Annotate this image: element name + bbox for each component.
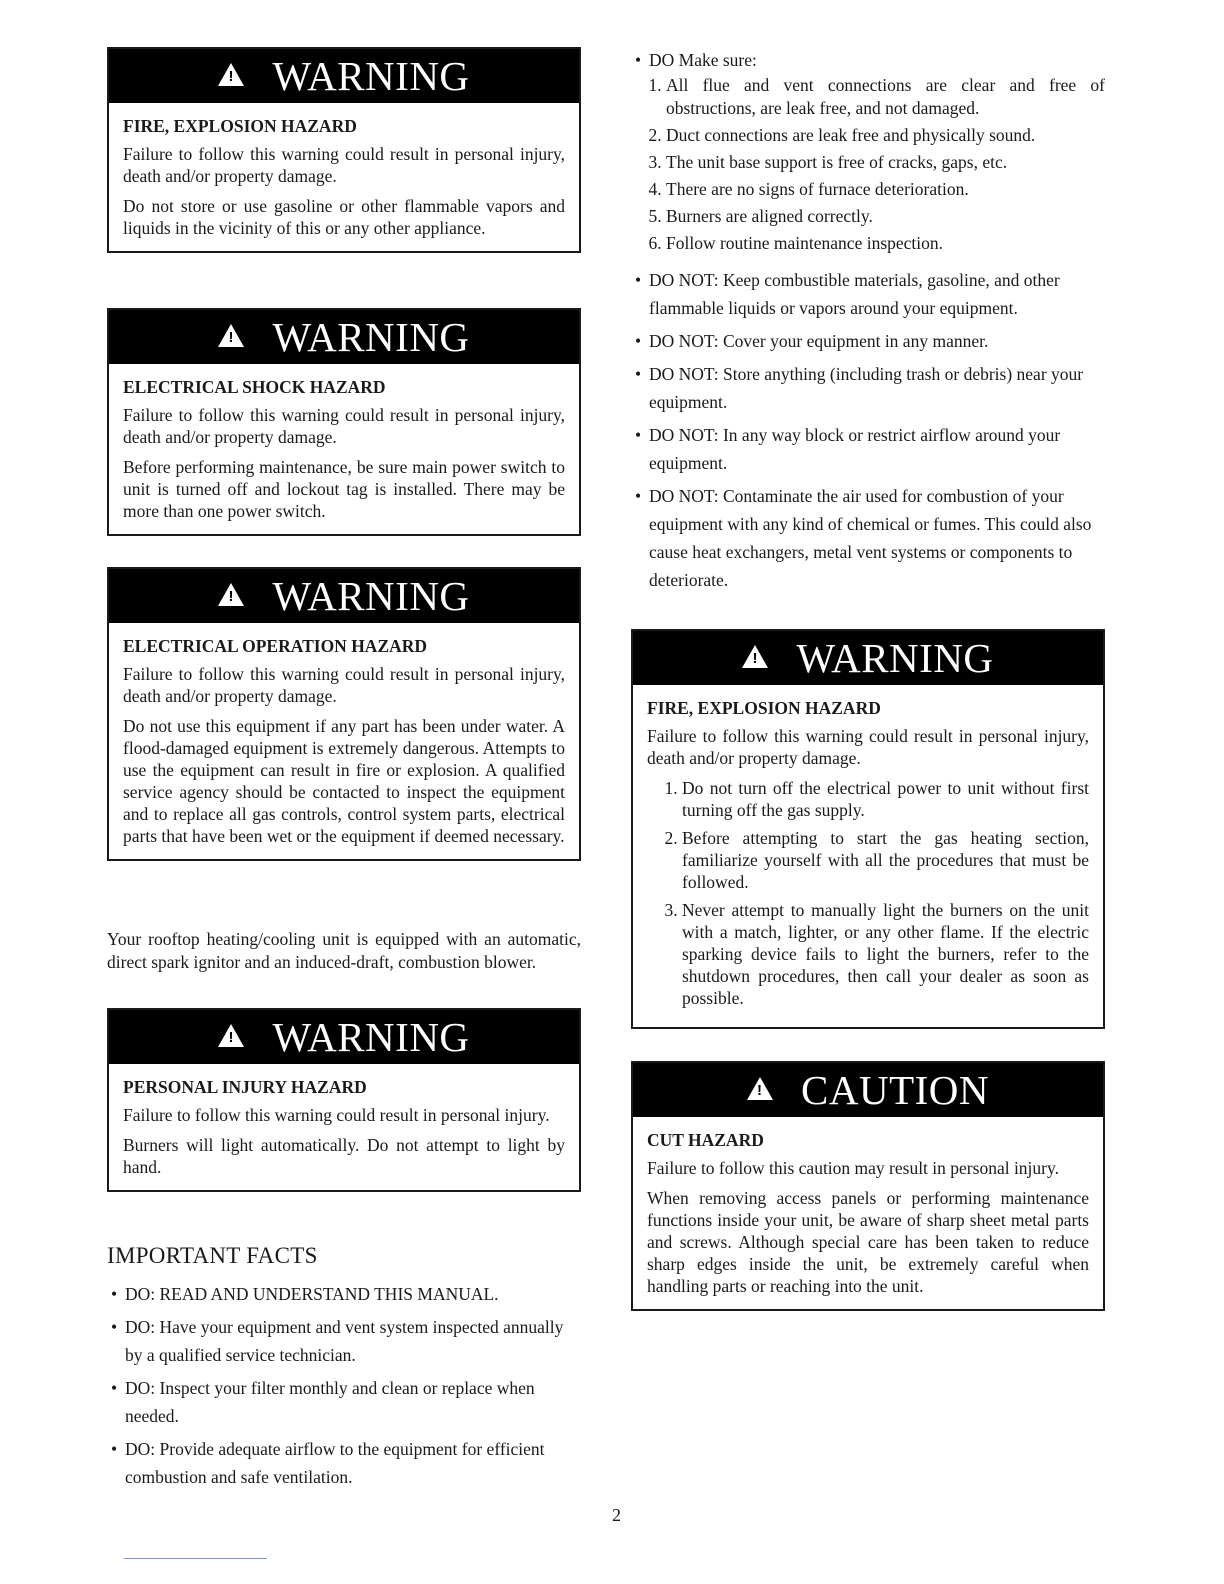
page-number: 2 bbox=[612, 1505, 621, 1525]
hazard-text: Failure to follow this warning could result in personal injury. bbox=[123, 1105, 550, 1125]
list-item: 1. Do not turn off the electrical power to unit without first turning off the gas supply. bbox=[682, 777, 1089, 821]
list-item: 2. Duct connections are leak free and physically sound. bbox=[666, 124, 1105, 147]
warning-box-gas-fire-explosion bbox=[631, 629, 1105, 1029]
warning-triangle-icon bbox=[218, 1024, 244, 1047]
warning-box-electrical-shock bbox=[107, 308, 581, 536]
make-sure-lead: DO Make sure: bbox=[649, 50, 757, 70]
list-item: • DO NOT: Keep combustible materials, gasoline, and other flammable liquids or vapors around your equipment. bbox=[631, 266, 1105, 322]
hazard-title: ELECTRICAL SHOCK HAZARD bbox=[123, 377, 386, 397]
list-item: • DO: Have your equipment and vent system inspected annually by a qualified service technician. bbox=[107, 1313, 581, 1369]
important-facts-heading: IMPORTANT FACTS bbox=[107, 1243, 318, 1268]
warning-triangle-icon bbox=[218, 63, 244, 86]
hazard-title: PERSONAL INJURY HAZARD bbox=[123, 1077, 367, 1097]
warning-header bbox=[109, 310, 579, 364]
list-item: • DO NOT: In any way block or restrict airflow around your equipment. bbox=[631, 421, 1105, 477]
footer-rule bbox=[124, 1558, 267, 1559]
hazard-text: Failure to follow this warning could result in personal injury, death and/or property damage. bbox=[123, 405, 565, 447]
list-item bbox=[631, 47, 1105, 74]
hazard-text: When removing access panels or performing maintenance functions inside your unit, be aware of sharp sheet metal parts and screws. Although special care has been taken to reduce sharp edges inside the unit, be extremely careful when handling parts or reaching into the unit. bbox=[647, 1188, 1089, 1296]
make-sure-steps-container bbox=[631, 74, 1105, 255]
warning-box-personal-injury bbox=[107, 1008, 581, 1192]
list-item: 3. Never attempt to manually light the burners on the unit with a match, lighter, or any other flame. If the electric sparking device fails to light the burners, refer to the shutdown procedures, then call your dealer as soon as possible. bbox=[682, 899, 1089, 1009]
list-item: 4. There are no signs of furnace deterioration. bbox=[666, 178, 1105, 201]
hazard-title: ELECTRICAL OPERATION HAZARD bbox=[123, 636, 428, 656]
hazard-title: FIRE, EXPLOSION HAZARD bbox=[123, 116, 357, 136]
warning-header-label: WARNING bbox=[272, 573, 470, 619]
warning-header-label: WARNING bbox=[796, 635, 994, 681]
make-sure-steps bbox=[631, 74, 1105, 255]
list-item: • DO NOT: Cover your equipment in any manner. bbox=[631, 327, 1105, 355]
do-not-list bbox=[631, 266, 1105, 599]
warning-header-label: WARNING bbox=[272, 1014, 470, 1060]
caution-header-label: CAUTION bbox=[801, 1067, 989, 1113]
warning-header-label: WARNING bbox=[272, 53, 470, 99]
warning-triangle-icon bbox=[742, 645, 768, 668]
list-item: 5. Burners are aligned correctly. bbox=[666, 205, 1105, 228]
hazard-text: Failure to follow this warning could result in personal injury, death and/or property damage. bbox=[647, 726, 1089, 768]
warning-header-label: WARNING bbox=[272, 314, 470, 360]
hazard-text: Before performing maintenance, be sure main power switch to unit is turned off and lockout tag is installed. There may be more than one power switch. bbox=[123, 457, 565, 521]
list-item: 2. Before attempting to start the gas heating section, familiarize yourself with all the procedures that must be followed. bbox=[682, 827, 1089, 893]
list-item: • DO NOT: Store anything (including trash or debris) near your equipment. bbox=[631, 360, 1105, 416]
hazard-title: FIRE, EXPLOSION HAZARD bbox=[647, 698, 881, 718]
warning-triangle-icon bbox=[747, 1077, 773, 1100]
make-sure-list bbox=[631, 47, 1105, 259]
list-item: • DO: Provide adequate airflow to the equipment for efficient combustion and safe ventilation. bbox=[107, 1435, 581, 1491]
hazard-text: Do not store or use gasoline or other flammable vapors and liquids in the vicinity of this or any other appliance. bbox=[123, 196, 565, 238]
hazard-text: Burners will light automatically. Do not attempt to light by hand. bbox=[123, 1135, 565, 1177]
hazard-text: Failure to follow this warning could result in personal injury, death and/or property damage. bbox=[123, 664, 565, 706]
important-facts-list bbox=[107, 1280, 581, 1496]
list-item: • DO: READ AND UNDERSTAND THIS MANUAL. bbox=[107, 1280, 581, 1308]
hazard-text: Failure to follow this warning could result in personal injury, death and/or property damage. bbox=[123, 144, 565, 186]
hazard-title: CUT HAZARD bbox=[647, 1130, 764, 1150]
warning-header bbox=[109, 1010, 579, 1064]
warning-triangle-icon bbox=[218, 324, 244, 347]
list-item: 1. All flue and vent connections are clear and free of obstructions, are leak free, and not damaged. bbox=[666, 74, 1105, 120]
caution-header bbox=[633, 1063, 1103, 1117]
warning-triangle-icon bbox=[218, 583, 244, 606]
list-item: 3. The unit base support is free of cracks, gaps, etc. bbox=[666, 151, 1105, 174]
caution-box-cut-hazard bbox=[631, 1061, 1105, 1311]
warning-header bbox=[109, 569, 579, 623]
list-item: 6. Follow routine maintenance inspection. bbox=[666, 232, 1105, 255]
warning-header bbox=[109, 49, 579, 103]
warning-box-fire-explosion bbox=[107, 47, 581, 253]
list-item: • DO NOT: Contaminate the air used for combustion of your equipment with any kind of chemical or fumes. This could also cause heat exchangers, metal vent systems or components to deteriorate. bbox=[631, 482, 1105, 594]
warning-header bbox=[633, 631, 1103, 685]
list-item: • DO: Inspect your filter monthly and clean or replace when needed. bbox=[107, 1374, 581, 1430]
intro-text: Your rooftop heating/cooling unit is equipped with an automatic, direct spark ignitor and an induced-draft, combustion blower. bbox=[107, 929, 581, 972]
hazard-text: Failure to follow this caution may result in personal injury. bbox=[647, 1158, 1059, 1178]
warning-box-electrical-operation bbox=[107, 567, 581, 861]
hazard-steps bbox=[647, 777, 1089, 1009]
hazard-text: Do not use this equipment if any part has been under water. A flood-damaged equipment is extremely dangerous. Attempts to use the equipment can result in fire or explosion. A qualified service agency should be contacted to inspect the equipment and to replace all gas controls, control system parts, electrical parts that have been wet or the equipment if deemed necessary. bbox=[123, 716, 565, 846]
